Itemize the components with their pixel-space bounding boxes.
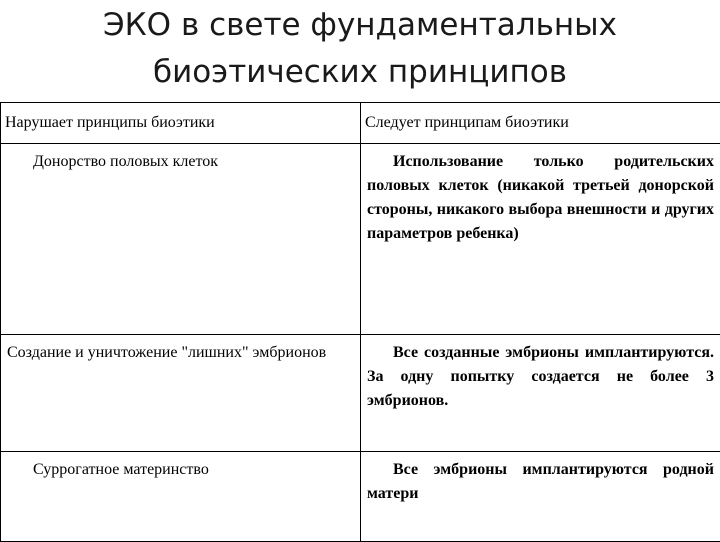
cell-follows-all-implanted: Все созданные эмбрионы имплантируются. За одну попытку создается не более 3 эмбрионов.	[361, 335, 720, 452]
table-row	[1, 452, 720, 542]
slide-title	[0, 0, 720, 96]
table-row	[1, 335, 720, 452]
header-violates: Нарушает принципы биоэтики	[1, 103, 361, 144]
cell-violates-donation: Донорство половых клеток	[1, 144, 361, 335]
slide-title-line-2: биоэтических принципов	[0, 49, 720, 96]
table-header-row	[1, 103, 720, 144]
slide-title-line-1: ЭКО в свете фундаментальных	[0, 2, 720, 49]
cell-violates-surrogacy: Суррогатное материнство	[1, 452, 361, 542]
cell-follows-parental-cells: Использование только родительских половых клеток (никакой третьей донорской стороны, никакого выбора внешности и других параметров ребенка)	[361, 144, 720, 335]
cell-violates-extra-embryos: Создание и уничтожение "лишних" эмбрионов	[1, 335, 361, 452]
table-row	[1, 144, 720, 335]
header-follows: Следует принципам биоэтики	[361, 103, 720, 144]
cell-follows-birth-mother: Все эмбрионы имплантируются родной матери	[361, 452, 720, 542]
bioethics-comparison-table	[0, 102, 720, 542]
